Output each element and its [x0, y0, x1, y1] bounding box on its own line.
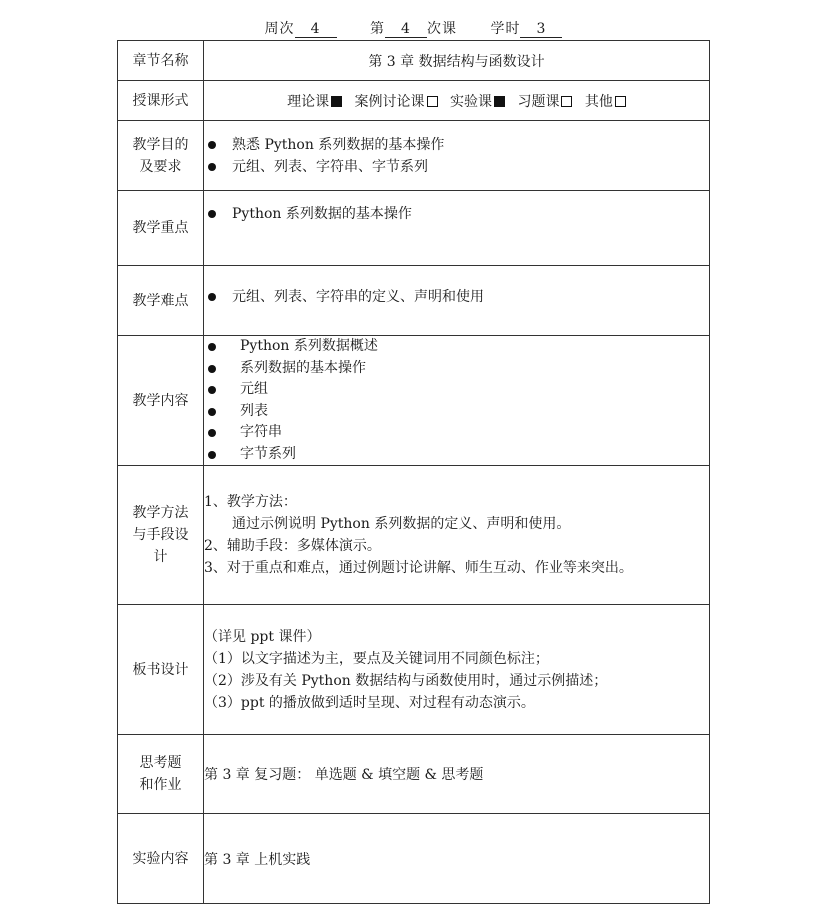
homework-label	[118, 735, 204, 814]
difficulties-label: 教学难点	[118, 266, 204, 336]
methods-label	[118, 466, 204, 605]
format-option	[585, 94, 626, 110]
chapter-value: 第 3 章 数据结构与函数设计	[204, 41, 710, 81]
row-difficulties	[118, 266, 710, 336]
week-label: 周次	[264, 21, 295, 37]
methods-value	[204, 466, 710, 605]
hours-label: 学时	[490, 21, 521, 37]
format-option-label: 实验课	[450, 93, 492, 110]
objectives-label-line: 及要求	[139, 158, 182, 175]
row-methods	[118, 466, 710, 605]
row-format	[118, 81, 710, 121]
format-option-label: 理论课	[287, 93, 330, 110]
methods-line: 2、辅助手段：多媒体演示。	[204, 538, 381, 554]
list-item: 元组、列表、字符串、字节系列	[204, 156, 709, 178]
content-label: 教学内容	[118, 336, 204, 466]
methods-line: 3、对于重点和难点，通过例题讨论讲解、师生互动、作业等来突出。	[204, 560, 633, 576]
hours-value: 3	[520, 21, 562, 38]
session-field	[370, 21, 462, 37]
row-chapter	[118, 41, 710, 81]
chapter-label: 章节名称	[118, 41, 204, 81]
objectives-list	[204, 134, 709, 178]
methods-line: 1、教学方法：	[204, 494, 297, 510]
row-key-points	[118, 191, 710, 266]
list-item: 元组、列表、字符串的定义、声明和使用	[204, 286, 709, 308]
row-content	[118, 336, 710, 466]
checkbox-icon	[331, 96, 342, 107]
lesson-plan-table	[117, 40, 710, 904]
board-line: （3）ppt 的播放做到适时呈现、对过程有动态演示。	[204, 694, 535, 711]
list-item: 字节系列	[204, 444, 709, 466]
list-item: Python 系列数据概述	[204, 336, 709, 358]
format-option	[450, 94, 505, 110]
objectives-label	[118, 121, 204, 191]
checkbox-icon	[494, 96, 505, 107]
board-label: 板书设计	[118, 605, 204, 735]
format-option	[287, 94, 342, 110]
lab-value: 第 3 章 上机实践	[204, 814, 710, 904]
session-value: 4	[385, 21, 427, 38]
session-prefix: 第	[370, 21, 385, 37]
key-points-value	[204, 191, 710, 266]
list-item: 元组	[204, 379, 709, 401]
format-option-label: 案例讨论课	[354, 93, 425, 110]
row-board	[118, 605, 710, 735]
format-option	[355, 94, 438, 110]
checkbox-icon	[615, 96, 626, 107]
objectives-label-line: 教学目的	[132, 136, 189, 153]
board-line: （1）以文字描述为主，要点及关键词用不同颜色标注；	[204, 650, 549, 667]
hours-field	[490, 21, 562, 37]
format-option	[517, 94, 572, 110]
methods-label-line: 与手段设	[132, 527, 189, 543]
checkbox-icon	[561, 96, 572, 107]
list-item: 系列数据的基本操作	[204, 358, 709, 380]
homework-label-line: 思考题	[139, 755, 182, 771]
objectives-value	[204, 121, 710, 191]
row-homework	[118, 735, 710, 814]
format-option-label: 习题课	[517, 93, 560, 110]
difficulties-value	[204, 266, 710, 336]
page-header	[0, 18, 827, 38]
format-option-label: 其他	[584, 93, 613, 110]
format-options	[204, 81, 710, 121]
homework-label-line: 和作业	[139, 777, 182, 793]
list-item: 列表	[204, 401, 709, 423]
session-suffix: 次课	[427, 21, 457, 37]
list-item: 熟悉 Python 系列数据的基本操作	[204, 134, 709, 156]
homework-value: 第 3 章 复习题： 单选题 & 填空题 & 思考题	[204, 735, 710, 814]
list-item: 字符串	[204, 422, 709, 444]
board-value	[204, 605, 710, 735]
lab-label: 实验内容	[118, 814, 204, 904]
row-objectives	[118, 121, 710, 191]
checkbox-icon	[427, 96, 438, 107]
format-label: 授课形式	[118, 81, 204, 121]
row-lab	[118, 814, 710, 904]
methods-line: 通过示例说明 Python 系列数据的定义、声明和使用。	[232, 516, 571, 532]
key-points-label: 教学重点	[118, 191, 204, 266]
content-value	[204, 336, 710, 466]
week-value: 4	[295, 21, 337, 38]
difficulties-list	[204, 286, 709, 308]
board-line: （详见 ppt 课件）	[204, 628, 321, 645]
board-line: （2）涉及有关 Python 数据结构与函数使用时，通过示例描述；	[204, 672, 608, 689]
week-field	[265, 21, 342, 37]
list-item: Python 系列数据的基本操作	[204, 203, 709, 225]
methods-label-line: 计	[153, 549, 168, 565]
key-points-list	[204, 203, 709, 225]
methods-label-line: 教学方法	[132, 505, 189, 521]
content-list	[204, 336, 709, 465]
